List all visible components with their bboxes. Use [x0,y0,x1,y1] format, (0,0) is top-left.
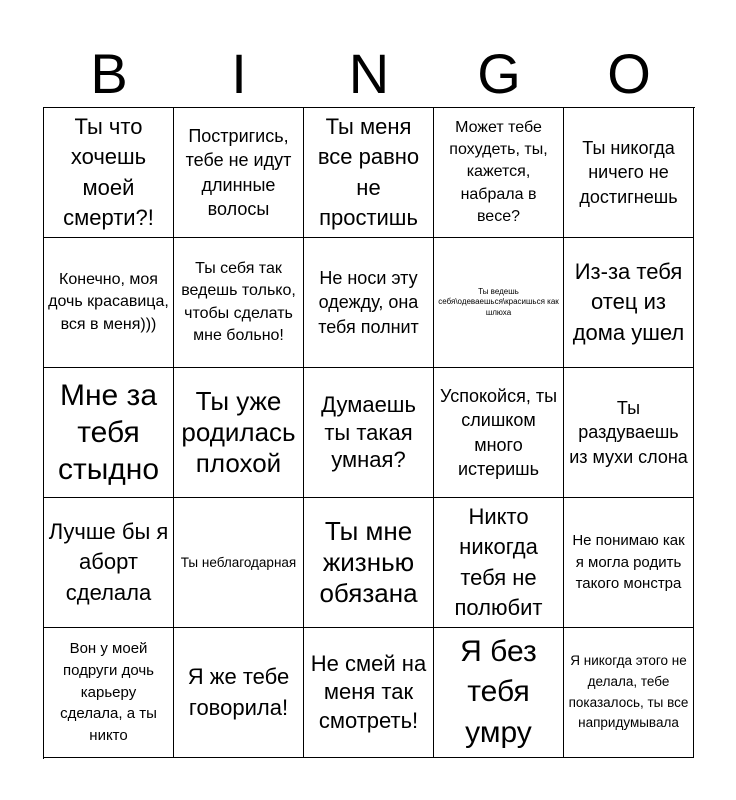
cell-text: Никто никогда тебя не полюбит [454,503,543,620]
cell-text: Не понимаю как я могла родить такого монстра [572,531,685,593]
cell-text: Ты себя так ведешь только, чтобы сделать мне больно! [181,259,296,344]
header-letter-i: I [231,42,247,105]
bingo-cell[interactable] [174,628,304,758]
cell-text: Не смей на меня так смотреть! [310,650,427,733]
bingo-cell[interactable] [434,628,564,758]
cell-text: Вон у моей подруги дочь карьеру сделала, а ты никто [60,640,157,745]
cell-text: Ты ведешь себя\одеваешься\красишься как шлюха [438,286,559,317]
bingo-cell[interactable] [304,498,434,628]
cell-text: Конечно, моя дочь красавица, вся в меня))) [48,270,169,333]
cell-text: Мне за тебя стыдно [57,378,160,487]
cell-text: Ты мне жизнью обязана [319,515,418,609]
cell-text: Ты никогда ничего не достигнешь [579,138,678,207]
bingo-cell[interactable] [434,108,564,238]
cell-text: Ты что хочешь моей смерти?! [63,113,154,230]
cell-text: Не носи эту одежду, она тебя полнит [318,268,419,337]
cell-text: Я без тебя умру [460,634,537,749]
bingo-cell[interactable] [304,238,434,368]
bingo-cell[interactable] [304,368,434,498]
bingo-grid [43,107,695,759]
bingo-cell[interactable] [434,498,564,628]
cell-text: Из-за тебя отец из дома ушел [572,258,685,345]
bingo-cell[interactable] [44,238,174,368]
cell-text: Ты меня все равно не простишь [317,113,420,230]
cell-text: Может тебе похудеть, ты, кажется, набрала в весе? [449,118,548,226]
cell-text: Успокойся, ты слишком много истеришь [439,386,558,479]
bingo-cell[interactable] [304,628,434,758]
bingo-cell[interactable] [174,238,304,368]
header-letter-n: N [348,42,390,105]
bingo-cell[interactable] [564,368,694,498]
cell-text: Лучше бы я аборт сделала [48,518,169,605]
header-letter-b: B [90,42,128,105]
bingo-cell[interactable] [564,628,694,758]
bingo-cell[interactable] [174,498,304,628]
bingo-cell[interactable] [174,368,304,498]
bingo-cell[interactable] [44,108,174,238]
cell-text: Я же тебе говорила! [187,664,290,720]
bingo-cell[interactable] [564,498,694,628]
header-letter-g: G [477,42,521,105]
bingo-header [44,42,694,106]
bingo-cell[interactable] [44,628,174,758]
bingo-cell[interactable] [44,368,174,498]
cell-text: Ты неблагодарная [180,554,297,570]
cell-text: Ты раздуваешь из мухи слона [569,398,688,467]
cell-text: Я никогда этого не делала, тебе показалось, ты все напридумывала [568,652,689,731]
cell-text: Думаешь ты такая умная? [321,392,416,473]
bingo-cell[interactable] [174,108,304,238]
cell-text: Ты уже родилась плохой [181,386,296,478]
bingo-cell[interactable] [304,108,434,238]
bingo-cell[interactable] [434,238,564,368]
bingo-cell[interactable] [44,498,174,628]
bingo-cell[interactable] [564,238,694,368]
bingo-cell[interactable] [564,108,694,238]
header-letter-o: O [607,42,651,105]
cell-text: Постригись, тебе не идут длинные волосы [185,126,292,219]
bingo-cell[interactable] [434,368,564,498]
